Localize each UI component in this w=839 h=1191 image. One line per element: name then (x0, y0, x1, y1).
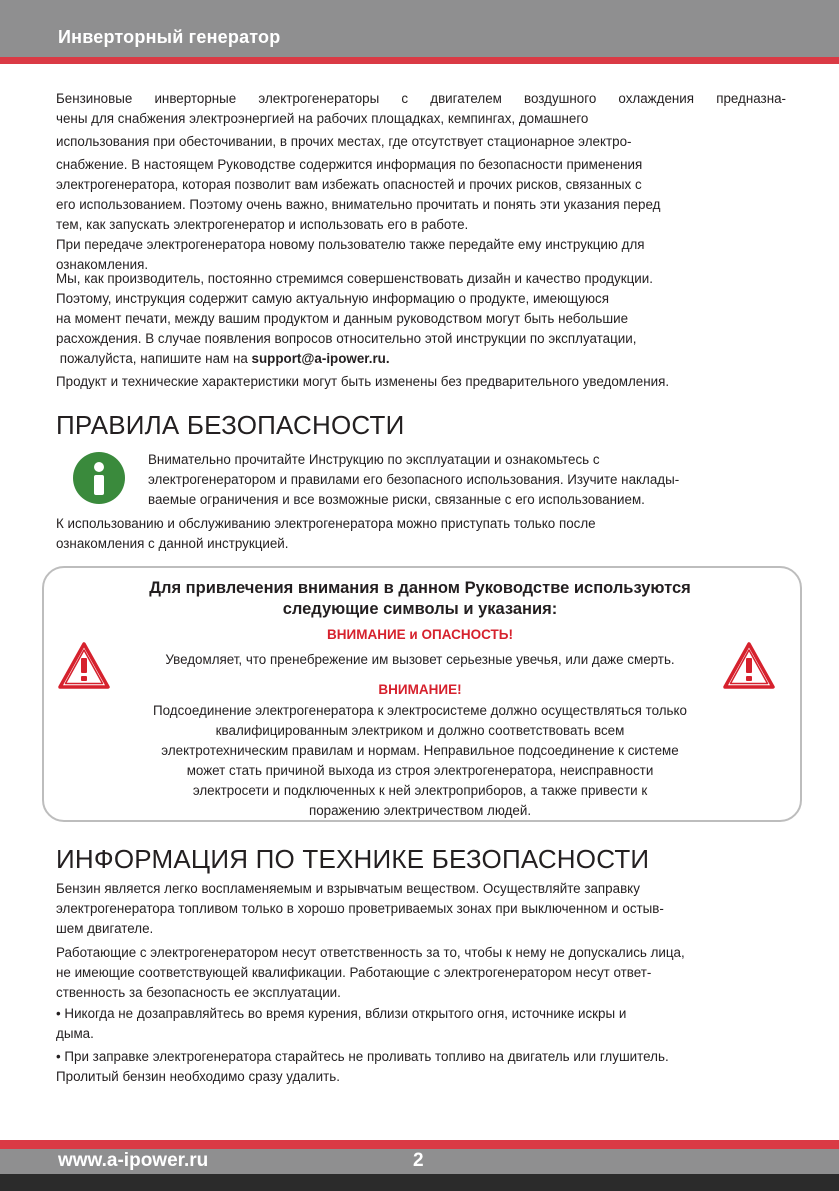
safety-rules-heading: ПРАВИЛА БЕЗОПАСНОСТИ (56, 410, 405, 440)
warning-line: Подсоединение электрогенератора к электросистеме должно осуществляться только (153, 703, 687, 718)
manufacturer-line: Поэтому, инструкция содержит самую актуальную информацию о продукте, имеющуюся (56, 291, 609, 306)
tech-safety-line: ственность за безопасность ее эксплуатации. (56, 985, 341, 1000)
intro-line: электрогенератора, которая позволит вам избежать опасностей и прочих рисков, связанных с (56, 177, 642, 192)
info-icon-dot (94, 462, 104, 472)
bullet-line: Пролитый бензин необходимо сразу удалить. (56, 1069, 340, 1084)
tech-safety-paragraph-2 (56, 943, 786, 1003)
contact-text: пожалуйста, напишите нам на (59, 351, 252, 366)
manufacturer-line: на момент печати, между вашим продуктом и данным руководством могут быть небольшие (56, 311, 629, 326)
tech-safety-line: Бензин является легко воспламеняемым и взрывчатым веществом. Осуществляйте заправку (56, 881, 640, 896)
bullet-line: • При заправке электрогенератора старайтесь не проливать топливо на двигатель или глушитель. (56, 1049, 669, 1064)
page-header-title: Инверторный генератор (58, 27, 281, 47)
warning-line: квалифицированным электриком и должно соответствовать всем (215, 723, 625, 738)
intro-line: ознакомления. (56, 257, 149, 272)
warning-line: поражению электричеством людей. (308, 803, 532, 818)
tech-safety-line: шем двигателе. (56, 921, 154, 936)
intro-line: При передаче электрогенератора новому пользователю также передайте ему инструкцию для (56, 237, 645, 252)
intro-line: его использованием. Поэтому очень важно, внимательно прочитать и понять эти указания перед (56, 197, 661, 212)
intro-line: снабжение. В настоящем Руководстве содержится информация по безопасности применения (56, 157, 643, 172)
info-line: электрогенератором и правилами его безопасного использования. Изучите наклады- (148, 472, 680, 487)
info-icon (73, 452, 125, 504)
footer-accent-stripe (0, 1140, 839, 1149)
info-line: Внимательно прочитайте Инструкцию по эксплуатации и ознакомьтесь с (148, 452, 600, 467)
header-accent-stripe (0, 57, 839, 64)
warning-text (80, 701, 760, 821)
footer-bottom-band (0, 1174, 839, 1191)
tech-safety-paragraph-1 (56, 879, 786, 939)
tech-safety-line: не имеющие соответствующей квалификации. Работающие с электрогенератором несут ответ- (56, 965, 652, 980)
symbols-box-title (60, 578, 780, 620)
intro-line: использования при обесточивании, в прочих местах, где отсутствует стационарное электро- (56, 134, 632, 149)
tech-safety-line: электрогенератора топливом только в хорошо проветриваемых зонах при выключенном и остыв- (56, 901, 664, 916)
usage-line: К использованию и обслуживанию электрогенератора можно приступать только после (56, 516, 596, 531)
info-icon-stem (94, 475, 104, 495)
change-notice-text: Продукт и технические характеристики могут быть изменены без предварительного уведомления. (56, 374, 670, 389)
symbols-box-title-line: следующие символы и указания: (282, 600, 558, 618)
safety-bullet-smoking (56, 1004, 786, 1044)
support-email-link[interactable]: support@a-ipower.ru. (251, 351, 390, 366)
change-notice (56, 372, 786, 392)
warning-line: может стать причиной выхода из строя электрогенератора, неисправности (186, 763, 654, 778)
symbols-box-title-line: Для привлечения внимания в данном Руководстве используются (149, 579, 691, 597)
intro-paragraph (56, 89, 786, 275)
intro-line: Бензиновые инверторные электрогенераторы с двигателем воздушного охлаждения предназна- (56, 91, 786, 106)
tech-safety-heading: ИНФОРМАЦИЯ ПО ТЕХНИКЕ БЕЗОПАСНОСТИ (56, 844, 650, 874)
manufacturer-contact-line (56, 349, 786, 369)
usage-line: ознакомления с данной инструкцией. (56, 536, 289, 551)
safety-bullet-spill (56, 1047, 786, 1087)
manufacturer-line: расхождения. В случае появления вопросов относительно этой инструкции по эксплуатации, (56, 331, 637, 346)
info-paragraph (148, 450, 788, 510)
bullet-line: • Никогда не дозаправляйтесь во время курения, вблизи открытого огня, источнике искры и (56, 1006, 627, 1021)
danger-text: Уведомляет, что пренебрежение им вызовет серьезные увечья, или даже смерть. (165, 652, 675, 667)
info-line: ваемые ограничения и все возможные риски, связанные с его использованием. (148, 492, 645, 507)
page-number: 2 (413, 1150, 424, 1171)
danger-label: ВНИМАНИЕ и ОПАСНОСТЬ! (327, 627, 513, 642)
bullet-line: дыма. (56, 1026, 94, 1041)
tech-safety-line: Работающие с электрогенератором несут ответственность за то, чтобы к нему не допускались лица, (56, 945, 685, 960)
warning-line: электросети и подключенных к ней электроприборов, а также привести к (192, 783, 648, 798)
manufacturer-line: Мы, как производитель, постоянно стремимся совершенствовать дизайн и качество продукции. (56, 271, 653, 286)
warning-line: электротехническим правилам и нормам. Неправильное подсоединение к системе (161, 743, 679, 758)
footer-website-link[interactable]: www.a-ipower.ru (58, 1150, 209, 1171)
manufacturer-paragraph (56, 269, 786, 369)
usage-paragraph (56, 514, 786, 554)
warning-label: ВНИМАНИЕ! (378, 682, 462, 697)
intro-line: тем, как запускать электрогенератор и использовать его в работе. (56, 217, 469, 232)
intro-line: чены для снабжения электроэнергией на рабочих площадках, кемпингах, домашнего (56, 111, 589, 126)
